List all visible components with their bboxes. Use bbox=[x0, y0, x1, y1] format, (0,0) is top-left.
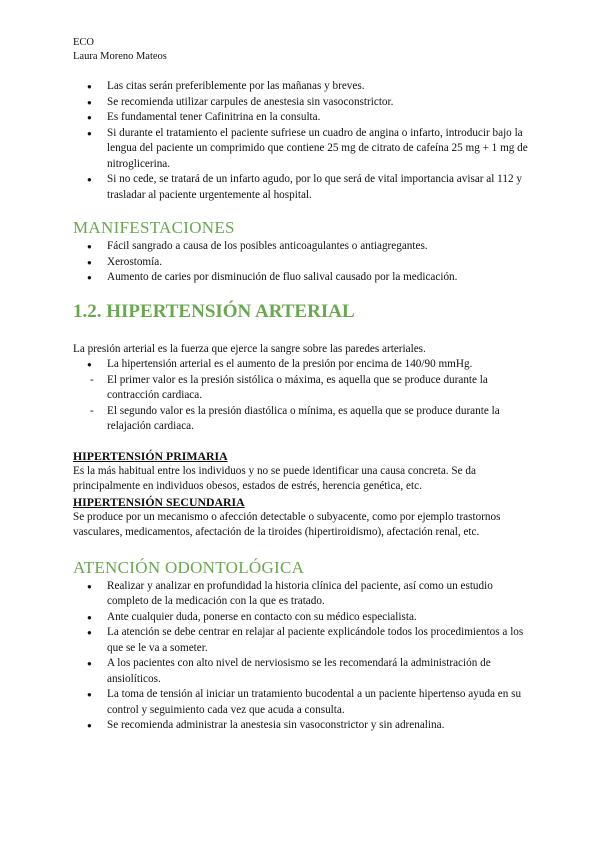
atencion-heading: ATENCIÓN ODONTOLÓGICA bbox=[73, 557, 305, 577]
list-item: ● A los pacientes con alto nivel de nerviosismo se les recomendará la administración de ansiolíticos. bbox=[73, 656, 533, 687]
primaria-text: Es la más habitual entre los individuos y no se puede identificar una causa concreta. Se da principalmente en individuos obesos, estados de estrés, herencia genética, etc. bbox=[73, 464, 476, 492]
document-body bbox=[73, 79, 533, 734]
list-item: - El segundo valor es la presión diastólica o mínima, es aquella que se produce durante la relajación cardiaca. bbox=[73, 404, 533, 435]
list-item: ● La atención se debe centrar en relajar al paciente explicándole todos los procedimientos a los que se le va a someter. bbox=[73, 625, 533, 656]
presion-definition: La presión arterial es la fuerza que ejerce la sangre sobre las paredes arteriales. bbox=[73, 342, 426, 355]
hipertension-heading: 1.2. HIPERTENSIÓN ARTERIAL bbox=[73, 300, 355, 322]
hipertension-list bbox=[73, 357, 533, 435]
secundaria-heading: HIPERTENSIÓN SECUNDARIA bbox=[73, 494, 245, 509]
doc-code: ECO bbox=[73, 37, 94, 48]
page-header bbox=[73, 36, 167, 64]
list-item: ● Es fundamental tener Cafinitrina en la consulta. bbox=[73, 110, 533, 126]
list-item: - El primer valor es la presión sistólica o máxima, es aquella que se produce durante la contracción cardiaca. bbox=[73, 373, 533, 404]
secundaria-text: Se produce por un mecanismo o afección detectable o subyacente, como por ejemplo trastornos vasculares, medicamentos, afectación de la tiroides (hipertiroidismo), afectación renal, etc. bbox=[73, 510, 501, 538]
list-item: ● Las citas serán preferiblemente por las mañanas y breves. bbox=[73, 79, 533, 95]
list-item: ● Si durante el tratamiento el paciente sufriese un cuadro de angina o infarto, introducir bajo la lengua del paciente un comprimido que contiene 25 mg de citrato de cafeína 25 mg + 1 mg de nitroglicerina. bbox=[73, 126, 533, 173]
list-item: ● Xerostomía. bbox=[73, 255, 533, 271]
primaria-heading: HIPERTENSIÓN PRIMARIA bbox=[73, 448, 228, 463]
list-item: ● La hipertensión arterial es el aumento de la presión por encima de 140/90 mmHg. bbox=[73, 357, 533, 373]
atencion-list bbox=[73, 579, 533, 734]
list-item: ● Ante cualquier duda, ponerse en contacto con su médico especialista. bbox=[73, 610, 533, 626]
author-name: Laura Moreno Mateos bbox=[73, 51, 167, 62]
intro-bullet-list bbox=[73, 79, 533, 203]
list-item: ● Se recomienda utilizar carpules de anestesia sin vasoconstrictor. bbox=[73, 95, 533, 111]
list-item: ● Realizar y analizar en profundidad la historia clínica del paciente, así como un estudio completo de la medicación con la que es tratado. bbox=[73, 579, 533, 610]
list-item: ● La toma de tensión al iniciar un tratamiento bucodental a un paciente hipertenso ayuda en su control y seguimiento cada vez que acuda a consulta. bbox=[73, 687, 533, 718]
manifestaciones-heading: MANIFESTACIONES bbox=[73, 218, 235, 237]
manifestaciones-list bbox=[73, 239, 533, 286]
list-item: ● Si no cede, se tratará de un infarto agudo, por lo que será de vital importancia avisar al 112 y trasladar al paciente urgentemente al hospital. bbox=[73, 172, 533, 203]
list-item: ● Aumento de caries por disminución de fluo salival causado por la medicación. bbox=[73, 270, 533, 286]
list-item: ● Fácil sangrado a causa de los posibles anticoagulantes o antiagregantes. bbox=[73, 239, 533, 255]
list-item: ● Se recomienda administrar la anestesia sin vasoconstrictor y sin adrenalina. bbox=[73, 718, 533, 734]
